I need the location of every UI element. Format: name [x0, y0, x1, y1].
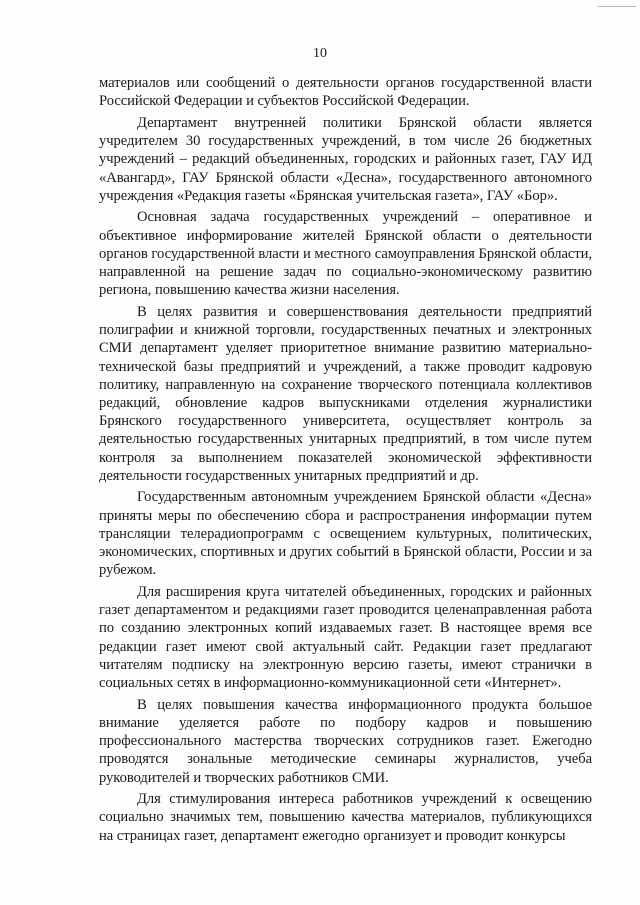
paragraph-desna: Государственным автономным учреждением Брянской области «Десна» приняты меры по обеспечению сбора и распространения информации путем трансляции телерадиопрограмм с освещением культурных, политических, экономических, спортивных и других событий в Брянской области, России и за рубежом. — [99, 489, 592, 579]
paragraph-readership: Для расширения круга читателей объединенных, городских и районных газет департаментом и редакциями газет проводится целенаправленная работа по созданию электронных копий издаваемых газет. В настоящее время все редакции газет имеют свой актуальный сайт. Редакции газет предлагают читателям подписку на электронную версию газеты, имеют странички в социальных сетях в информационно-коммуникационной сети «Интернет». — [99, 583, 592, 691]
paragraph-founder: Департамент внутренней политики Брянской области является учредителем 30 государственных учреждений, в том числе 26 бюджетных учреждений – редакций объединенных, городских и районных газет, ГАУ ИД «Авангард», ГАУ Брянской области «Десна», государственного автономного учреждения «Редакция газеты «Брянская учительская газета», ГАУ «Бор». — [99, 114, 592, 204]
paragraph-quality: В целях повышения качества информационного продукта большое внимание уделяется работе по подбору кадров и повышению профессионального мастерства творческих сотрудников газет. Ежегодно проводятся зональные методические семинары журналистов, учеба руководителей и творческих работников СМИ. — [99, 696, 592, 786]
paragraph-continuation: материалов или сообщений о деятельности органов государственной власти Российской Федерации и субъектов Российской Федерации. — [99, 75, 592, 110]
paragraph-main-task: Основная задача государственных учреждений – оперативное и объективное информирование жителей Брянской области о деятельности органов государственной власти и местного самоуправления Брянской области, направленной на решение задач по социально-экономическому развитию региона, повышению качества жизни населения. — [99, 209, 592, 299]
paragraph-contests: Для стимулирования интереса работников учреждений к освещению социально значимых тем, повышению качества материалов, публикующихся на страницах газет, департамент ежегодно организует и проводит конкурсы — [99, 791, 592, 844]
document-body — [99, 74, 592, 848]
page-number: 10 — [313, 46, 327, 61]
scan-corner-mark — [598, 6, 636, 7]
paragraph-development: В целях развития и совершенствования деятельности предприятий полиграфии и книжной торговли, государственных печатных и электронных СМИ департамент уделяет приоритетное внимание развитию материально-технической базы предприятий и учреждений, а также проводит кадровую политику, направленную на сохранение творческого потенциала коллективов редакций, обновление кадров выпускниками отделения журналистики Брянского государственного университета, осуществляет контроль за деятельностью государственных унитарных предприятий, в том числе путем контроля за выполнением показателей экономической эффективности деятельности государственных унитарных предприятий и др. — [99, 303, 592, 484]
